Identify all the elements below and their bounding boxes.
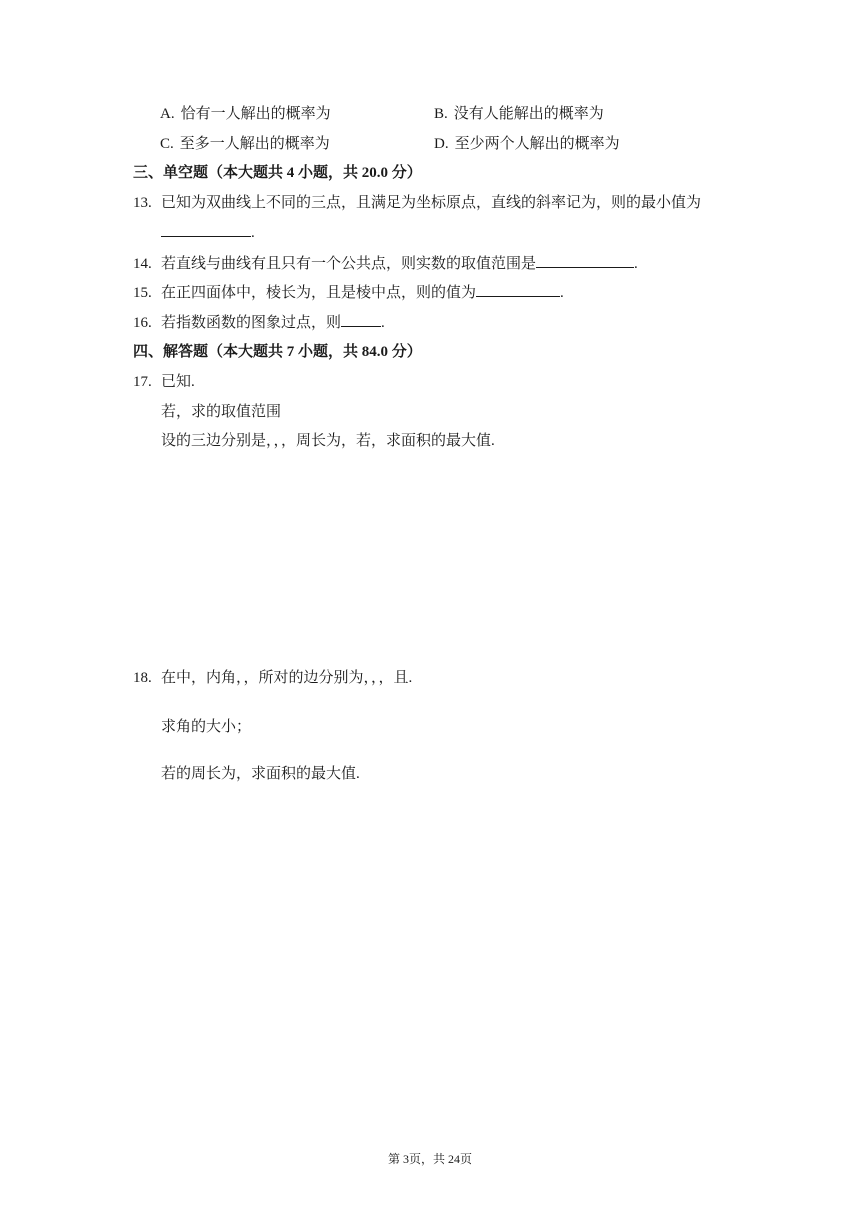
question-13-answer-line: [161, 222, 255, 243]
question-18-part-1: 求角的大小；: [161, 719, 252, 735]
option-c: [160, 134, 330, 154]
question-15-text: 在正四面体中，棱长为，且是棱中点，则的值为: [161, 285, 477, 301]
question-17-number: 17.: [133, 374, 152, 390]
question-16: [133, 312, 385, 333]
question-15-number: 15.: [133, 285, 152, 301]
option-b-letter: B.: [434, 106, 448, 122]
section-3-heading: 三、单空题（本大题共 4 小题，共 20.0 分）: [133, 165, 422, 181]
answer-blank-13[interactable]: [161, 222, 251, 237]
question-15-tail: .: [560, 285, 564, 301]
option-d-text: 至少两个人解出的概率为: [454, 136, 620, 152]
option-d: [434, 134, 620, 154]
question-14: [133, 253, 638, 274]
answer-blank-15[interactable]: [476, 282, 560, 297]
question-18-part-2: 若的周长为，求面积的最大值.: [161, 766, 360, 782]
question-16-number: 16.: [133, 315, 152, 331]
question-17: [133, 372, 195, 392]
answer-blank-16[interactable]: [341, 312, 381, 327]
question-15: [133, 282, 564, 303]
option-d-letter: D.: [434, 136, 449, 152]
question-18: [133, 668, 412, 688]
option-a: [160, 104, 331, 124]
question-14-number: 14.: [133, 256, 152, 272]
option-b-text: 没有人能解出的概率为: [453, 106, 604, 122]
question-18-text: 在中，内角，，所对的边分别为，，，且.: [161, 670, 413, 686]
question-17-text: 已知.: [161, 374, 195, 390]
option-a-letter: A.: [160, 106, 175, 122]
question-14-text: 若直线与曲线有且只有一个公共点，则实数的取值范围是: [161, 256, 537, 272]
question-17-part-1: 若，求的取值范围: [161, 404, 282, 420]
question-13-number: 13.: [133, 195, 152, 211]
question-13: [133, 193, 701, 213]
option-b: [434, 104, 604, 124]
question-18-number: 18.: [133, 670, 152, 686]
option-c-text: 至多一人解出的概率为: [179, 136, 330, 152]
question-14-tail: .: [634, 256, 638, 272]
question-16-text: 若指数函数的图象过点，则: [161, 315, 342, 331]
page-footer: 第 3页，共 24页: [387, 1152, 472, 1166]
option-a-text: 恰有一人解出的概率为: [180, 106, 331, 122]
answer-blank-14[interactable]: [536, 253, 634, 268]
question-17-part-2: 设的三边分别是，，，周长为，若，求面积的最大值.: [161, 433, 495, 449]
option-c-letter: C.: [160, 136, 174, 152]
section-4-heading: 四、解答题（本大题共 7 小题，共 84.0 分）: [133, 344, 422, 360]
question-13-tail: .: [251, 225, 255, 241]
question-16-tail: .: [381, 315, 385, 331]
question-13-text: 已知为双曲线上不同的三点，且满足为坐标原点，直线的斜率记为，则的最小值为: [161, 195, 702, 211]
